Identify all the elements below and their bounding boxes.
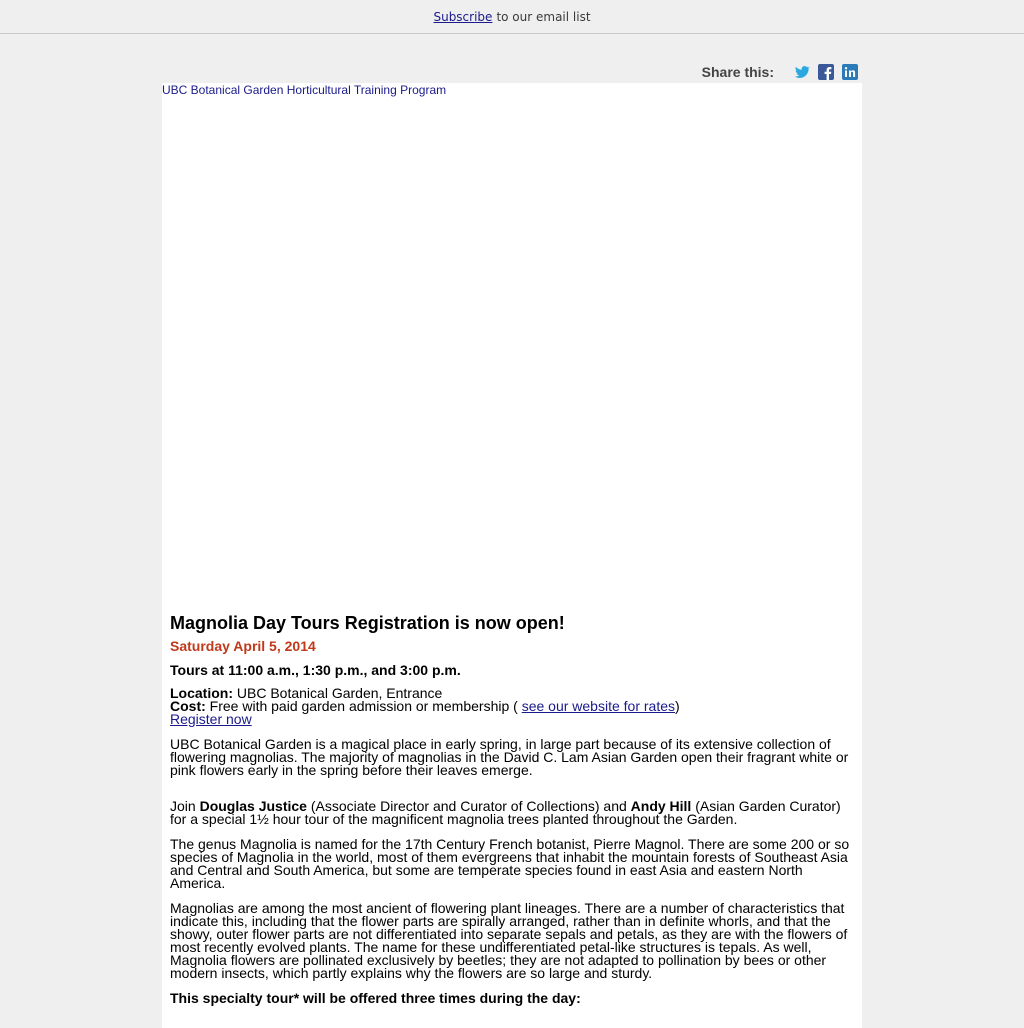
share-row (162, 34, 862, 83)
event-date: Saturday April 5, 2014 (170, 638, 316, 654)
tour-times: Tours at 11:00 a.m., 1:30 p.m., and 3:00 p.m. (170, 662, 461, 678)
location-value: UBC Botanical Garden, Entrance (236, 685, 443, 701)
cost-line (170, 700, 854, 713)
facebook-icon[interactable] (818, 64, 834, 80)
guides-text-a: Join (170, 798, 196, 814)
subscribe-text: to our email list (496, 9, 591, 24)
intro-paragraph: UBC Botanical Garden is a magical place in early spring, in large part because of its extensive collection of flowering magnolias. The majority of magnolias in the David C. Lam Asian Garden open their fragrant white or pink flowers early in the spring before their leaves emerge. (170, 736, 849, 778)
specialty-text: This specialty tour* will be offered three times during the day: (170, 990, 581, 1006)
subscribe-bar (0, 0, 1024, 34)
header-image-alt[interactable] (162, 83, 446, 97)
specialty-heading (170, 992, 854, 1005)
header-image[interactable] (162, 83, 862, 603)
article-title: Magnolia Day Tours Registration is now open! (170, 613, 565, 633)
ancient-paragraph: Magnolias are among the most ancient of flowering plant lineages. There are a number of characteristics that indicate this, including that the flower parts are spirally arranged, rather than in definite whorls, and that the showy, outer flower parts are not differentiated into separate sepals and petals, as they are with the flowers of most recently evolved plants. The name for these undifferentiated petal-like structures is tepals. As well, Magnolia flowers are pollinated exclusively by beetles; they are not adapted to pollination by bees or other modern insects, which partly explains why the flowers are so large and sturdy. (170, 900, 848, 981)
location-label: Location: (170, 685, 233, 701)
guide-name-andy: Andy Hill (630, 798, 692, 814)
cost-value: Free with paid garden admission or membership ( (209, 698, 518, 714)
linkedin-icon[interactable] (842, 64, 858, 80)
guides-text-c: (Asian Garden Curator) for a special 1½ hour tour of the magnificent magnolia trees planted throughout the Garden. (170, 798, 841, 827)
event-details (170, 687, 854, 726)
register-link[interactable]: Register now (170, 711, 252, 727)
rates-link[interactable]: see our website for rates (521, 698, 675, 714)
genus-paragraph: The genus Magnolia is named for the 17th Century French botanist, Pierre Magnol. There are some 200 or so species of Magnolia in the world, most of them evergreens that inhabit the mountain forests of Southeast Asia and Central and South America, but some are temperate species found in east Asia and eastern North America. (170, 836, 850, 891)
cost-close: ) (675, 698, 680, 714)
subscribe-link[interactable]: Subscribe (433, 9, 493, 24)
header-image-alt-text: UBC Botanical Garden Horticultural Training Program (162, 83, 447, 97)
guide-name-douglas: Douglas Justice (199, 798, 307, 814)
cost-label: Cost: (170, 698, 206, 714)
twitter-icon[interactable] (794, 64, 810, 80)
email-container (162, 83, 862, 1028)
guides-paragraph (170, 800, 854, 826)
share-label: Share this: (701, 63, 774, 80)
guides-text-b: (Associate Director and Curator of Collections) and (310, 798, 627, 814)
article-content (162, 603, 862, 1005)
